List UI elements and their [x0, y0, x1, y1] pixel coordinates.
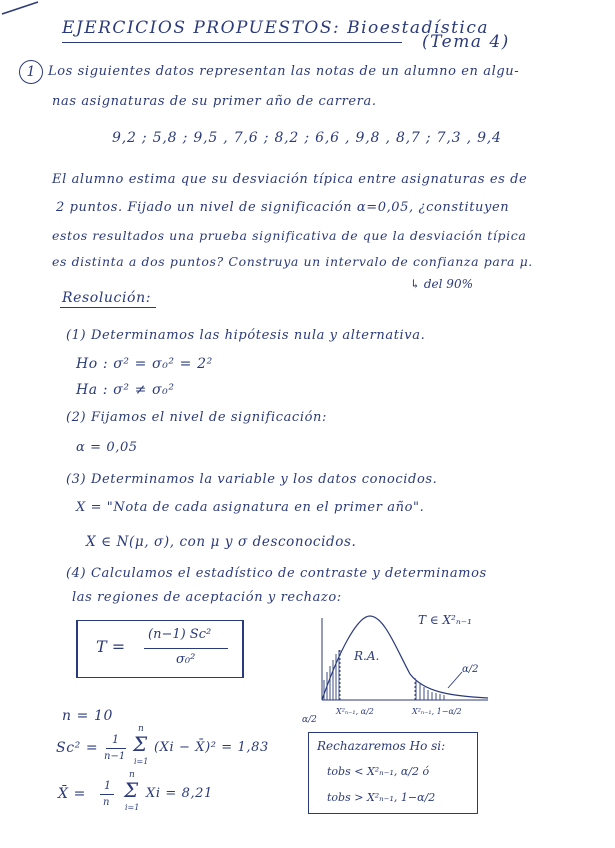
resolution-underline — [60, 307, 156, 308]
alpha-value: α = 0,05 — [76, 440, 138, 455]
mean-sum-sign: Σ — [124, 778, 139, 802]
mean-fraction-numerator: 1 — [104, 779, 111, 792]
formula-numerator: (n−1) Sc² — [148, 627, 212, 642]
alpha-right-label: α/2 — [462, 664, 479, 675]
variable-definition: X = "Nota de cada asignatura en el primer año". — [76, 500, 425, 515]
mean-left: X̄ = — [58, 786, 86, 802]
step-4-line-2: las regiones de aceptación y rechazo: — [72, 590, 342, 605]
problem-para-2: 2 puntos. Fijado un nivel de significación α=0,05, ¿constituyen — [56, 200, 510, 215]
region-acceptance-label: R.A. — [354, 649, 380, 663]
hypothesis-null: Ho : σ² = σ₀² = 2² — [76, 356, 213, 372]
rejection-line-1: Rechazaremos Ho si: — [317, 739, 446, 753]
problem-line-1: Los siguientes datos representan las notas de un alumno en algu- — [48, 64, 520, 79]
problem-para-1: El alumno estima que su desviación típica entre asignaturas es de — [52, 172, 528, 187]
rejection-line-3: tobs > X²ₙ₋₁, 1−α/2 — [327, 791, 436, 804]
problem-para-3: estos resultados una prueba significativa de que la desviación típica — [52, 228, 527, 243]
sc-fraction-bar — [106, 748, 126, 749]
sc-fraction-numerator: 1 — [112, 733, 119, 746]
sample-size: n = 10 — [62, 708, 114, 724]
sc-fraction-denominator: n−1 — [104, 751, 126, 762]
topic-label: (Tema 4) — [422, 32, 510, 52]
density-curve — [322, 616, 488, 700]
statistic-t: T = — [96, 637, 126, 656]
sc-expression: (Xi − X̄)² = 1,83 — [154, 740, 269, 755]
mean-sum-bottom: i=1 — [125, 803, 140, 812]
step-3: (3) Determinamos la variable y los datos conocidos. — [66, 472, 438, 487]
problem-para-5: ↳ del 90% — [410, 277, 473, 291]
formula-denominator: σ₀² — [176, 652, 196, 667]
variable-distribution: X ∈ N(μ, σ), con μ y σ desconocidos. — [86, 534, 357, 550]
hypothesis-alt: Ha : σ² ≠ σ₀² — [76, 382, 175, 398]
mean-fraction-bar — [100, 794, 114, 795]
sc-sum-top: n — [138, 724, 144, 734]
rejection-rule-box — [308, 732, 478, 814]
rejection-line-2: tobs < X²ₙ₋₁, α/2 ó — [327, 765, 430, 778]
statistic-formula-box — [76, 620, 244, 678]
mean-fraction-denominator: n — [103, 797, 110, 808]
data-values: 9,2 ; 5,8 ; 9,5 , 7,6 ; 8,2 ; 6,6 , 9,8 , 8,7 ; 7,3 , 9,4 — [112, 130, 502, 146]
formula-fraction-bar — [144, 648, 228, 649]
title-underline — [62, 42, 402, 43]
mean-expression: Xi = 8,21 — [146, 786, 213, 801]
critical-right-label: X²ₙ₋₁, 1−α/2 — [412, 707, 462, 716]
sc-sum-bottom: i=1 — [134, 757, 149, 766]
problem-number-circle — [19, 60, 43, 84]
mean-sum-top: n — [129, 770, 135, 780]
sc-squared-left: Sc² = — [56, 740, 99, 756]
step-2: (2) Fijamos el nivel de significación: — [66, 410, 327, 425]
distribution-label: T ∈ X²ₙ₋₁ — [418, 613, 472, 627]
problem-number: 1 — [26, 64, 36, 80]
alpha-left-label: α/2 — [302, 715, 317, 725]
step-1: (1) Determinamos las hipótesis nula y alternativa. — [66, 328, 426, 343]
chi-square-graph — [300, 608, 500, 728]
corner-pen-stroke — [0, 0, 60, 20]
resolution-heading: Resolución: — [62, 290, 152, 306]
problem-para-4: es distinta a dos puntos? Construya un intervalo de confianza para μ. — [52, 254, 533, 269]
problem-line-2: nas asignaturas de su primer año de carrera. — [52, 94, 377, 109]
step-4-line-1: (4) Calculamos el estadístico de contraste y determinamos — [66, 566, 487, 581]
page-title: EJERCICIOS PROPUESTOS: Bioestadística — [62, 18, 490, 38]
alpha-arrow — [448, 672, 462, 688]
sc-sum-sign: Σ — [133, 732, 148, 756]
critical-left-label: X²ₙ₋₁, α/2 — [336, 707, 374, 716]
